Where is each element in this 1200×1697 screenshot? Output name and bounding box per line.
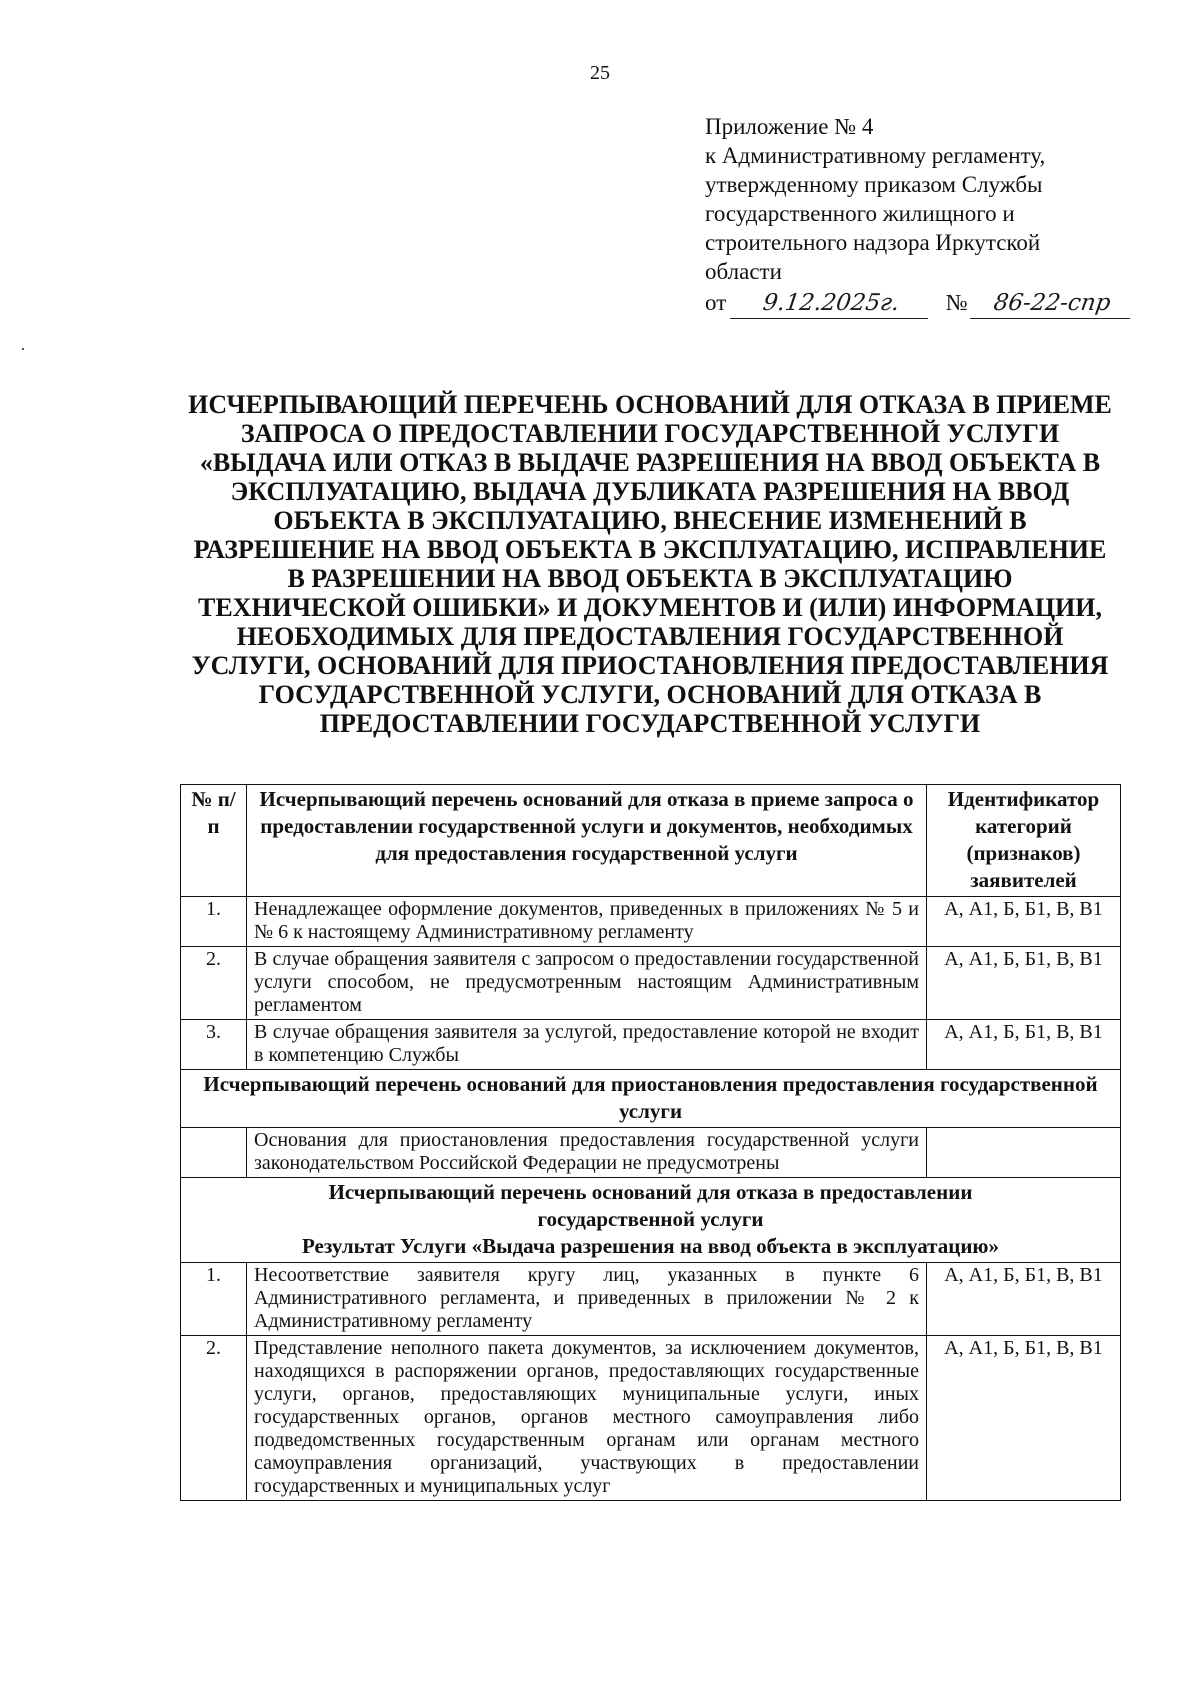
row-identifier: А, А1, Б, Б1, В, В1 bbox=[927, 1336, 1121, 1501]
header-identifier: Идентификатор категорий (признаков) заявителей bbox=[927, 785, 1121, 897]
title-line: РАЗРЕШЕНИЕ НА ВВОД ОБЪЕКТА В ЭКСПЛУАТАЦИЮ, ИСПРАВЛЕНИЕ bbox=[193, 535, 1107, 564]
appendix-note bbox=[705, 112, 1145, 319]
row-number: 1. bbox=[181, 897, 247, 947]
row-text: Ненадлежащее оформление документов, приведенных в приложениях № 5 и № 6 к настоящему Административному регламенту bbox=[247, 897, 927, 947]
row-number: 3. bbox=[181, 1020, 247, 1070]
appendix-line: утвержденному приказом Службы bbox=[705, 172, 1043, 197]
row-identifier: А, А1, Б, Б1, В, В1 bbox=[927, 947, 1121, 1020]
order-date-number bbox=[705, 288, 1145, 319]
appendix-line: Приложение № 4 bbox=[705, 114, 874, 139]
document-title bbox=[150, 390, 1150, 738]
grounds-table bbox=[180, 784, 1121, 1501]
row-number bbox=[181, 1128, 247, 1178]
title-line: ОБЪЕКТА В ЭКСПЛУАТАЦИЮ, ВНЕСЕНИЕ ИЗМЕНЕНИЙ В bbox=[273, 506, 1027, 535]
title-line: «ВЫДАЧА ИЛИ ОТКАЗ В ВЫДАЧЕ РАЗРЕШЕНИЯ НА ВВОД ОБЪЕКТА В bbox=[199, 448, 1101, 477]
handwritten-date: 9.12.2025г. bbox=[730, 289, 932, 319]
table-row bbox=[181, 1336, 1121, 1501]
row-text: Основания для приостановления предоставления государственной услуги законодательством Российской Федерации не предусмотрены bbox=[247, 1128, 927, 1178]
date-prefix: от bbox=[705, 290, 727, 315]
title-line: НЕОБХОДИМЫХ ДЛЯ ПРЕДОСТАВЛЕНИЯ ГОСУДАРСТВЕННОЙ bbox=[236, 622, 1064, 651]
row-identifier: А, А1, Б, Б1, В, В1 bbox=[927, 1020, 1121, 1070]
appendix-line: к Административному регламенту, bbox=[705, 143, 1046, 168]
row-number: 2. bbox=[181, 1336, 247, 1501]
row-text: В случае обращения заявителя с запросом о предоставлении государственной услуги способом, не предусмотренным настоящим Административным регламентом bbox=[247, 947, 927, 1020]
header-number: № п/п bbox=[181, 785, 247, 897]
handwritten-number: 86-22-спр bbox=[970, 289, 1134, 319]
page-number: 25 bbox=[590, 62, 610, 84]
title-line: В РАЗРЕШЕНИИ НА ВВОД ОБЪЕКТА В ЭКСПЛУАТАЦИЮ bbox=[287, 564, 1013, 593]
table-row bbox=[181, 1020, 1121, 1070]
section-refusal-title-line: государственной услуги bbox=[537, 1207, 764, 1231]
title-line: ЭКСПЛУАТАЦИЮ, ВЫДАЧА ДУБЛИКАТА РАЗРЕШЕНИЯ НА ВВОД bbox=[230, 477, 1070, 506]
row-number: 1. bbox=[181, 1263, 247, 1336]
section-result-title: Результат Услуги «Выдача разрешения на ввод объекта в эксплуатацию» bbox=[302, 1234, 999, 1258]
title-line: ПРЕДОСТАВЛЕНИИ ГОСУДАРСТВЕННОЙ УСЛУГИ bbox=[319, 709, 981, 738]
row-number: 2. bbox=[181, 947, 247, 1020]
title-line: УСЛУГИ, ОСНОВАНИЙ ДЛЯ ПРИОСТАНОВЛЕНИЯ ПРЕДОСТАВЛЕНИЯ bbox=[191, 651, 1109, 680]
section-suspension-title: Исчерпывающий перечень оснований для приостановления предоставления государственной услуги bbox=[181, 1070, 1121, 1128]
header-grounds: Исчерпывающий перечень оснований для отказа в приеме запроса о предоставлении государственной услуги и документов, необходимых для предоставления государственной услуги bbox=[247, 785, 927, 897]
appendix-line: строительного надзора Иркутской bbox=[705, 230, 1041, 255]
table-header-row bbox=[181, 785, 1121, 897]
section-refusal-row bbox=[181, 1178, 1121, 1263]
section-refusal-title-line: Исчерпывающий перечень оснований для отказа в предоставлении bbox=[328, 1180, 973, 1204]
appendix-line: области bbox=[705, 259, 782, 284]
section-refusal-title bbox=[181, 1178, 1121, 1263]
table-row bbox=[181, 947, 1121, 1020]
row-text: В случае обращения заявителя за услугой, предоставление которой не входит в компетенцию Службы bbox=[247, 1020, 927, 1070]
title-line: ТЕХНИЧЕСКОЙ ОШИБКИ» И ДОКУМЕНТОВ И (ИЛИ) ИНФОРМАЦИИ, bbox=[198, 593, 1102, 622]
title-line: ГОСУДАРСТВЕННОЙ УСЛУГИ, ОСНОВАНИЙ ДЛЯ ОТКАЗА В bbox=[258, 680, 1042, 709]
row-text: Несоответствие заявителя кругу лиц, указанных в пункте 6 Административного регламента, и приведенных в приложении № 2 к Административному регламенту bbox=[247, 1263, 927, 1336]
row-identifier: А, А1, Б, Б1, В, В1 bbox=[927, 897, 1121, 947]
row-text: Представление неполного пакета документов, за исключением документов, находящихся в распоряжении органов, предоставляющих государственные услуги, органов, предоставляющих муниципальные услуги, иных государственных органов, органов местного самоуправления либо подведомственных государственным органам или органам местного самоуправления организаций, участвующих в предоставлении государственных и муниципальных услуг bbox=[247, 1336, 927, 1501]
section-suspension-row bbox=[181, 1070, 1121, 1128]
appendix-line: государственного жилищного и bbox=[705, 201, 1015, 226]
number-sign: № bbox=[945, 290, 968, 315]
title-line: ИСЧЕРПЫВАЮЩИЙ ПЕРЕЧЕНЬ ОСНОВАНИЙ ДЛЯ ОТКАЗА В ПРИЕМЕ bbox=[188, 390, 1112, 419]
table-row bbox=[181, 1263, 1121, 1336]
title-line: ЗАПРОСА О ПРЕДОСТАВЛЕНИИ ГОСУДАРСТВЕННОЙ УСЛУГИ bbox=[240, 419, 1060, 448]
row-identifier bbox=[927, 1128, 1121, 1178]
table-row bbox=[181, 1128, 1121, 1178]
row-identifier: А, А1, Б, Б1, В, В1 bbox=[927, 1263, 1121, 1336]
scan-speck bbox=[22, 348, 24, 350]
table-row bbox=[181, 897, 1121, 947]
